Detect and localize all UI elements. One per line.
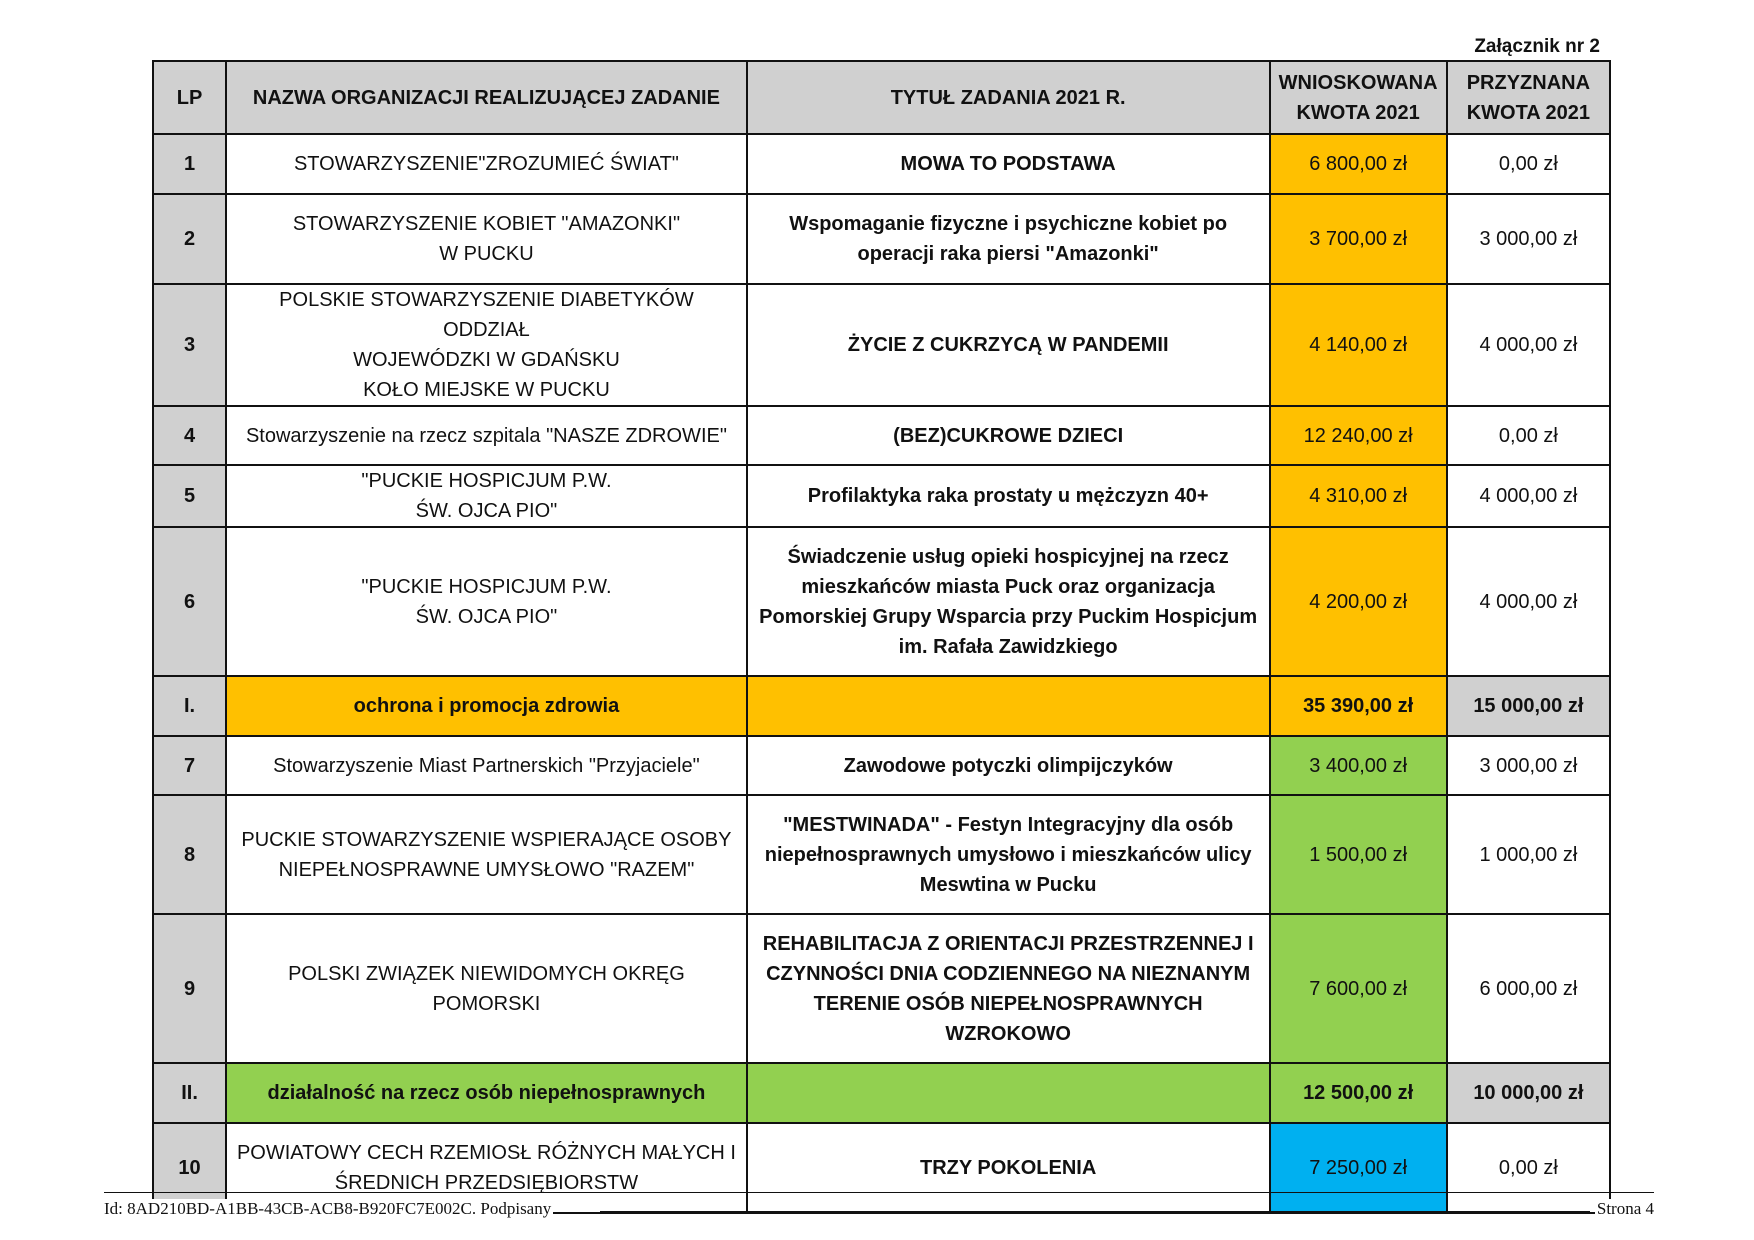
row-number: 4 [153, 406, 226, 465]
requested-amount: 7 600,00 zł [1270, 914, 1447, 1063]
requested-amount: 3 400,00 zł [1270, 736, 1447, 795]
organization-name: POWIATOWY CECH RZEMIOSŁ RÓŻNYCH MAŁYCH I ŚREDNICH PRZEDSIĘBIORSTW [226, 1123, 747, 1213]
header-lp: LP [153, 61, 226, 134]
task-title: Profilaktyka raka prostaty u mężczyzn 40+ [747, 465, 1270, 527]
page-number: Strona 4 [1596, 1199, 1654, 1218]
row-number: 6 [153, 527, 226, 676]
table-row [153, 914, 1610, 1063]
table-header-row [153, 61, 1610, 134]
granted-amount: 4 000,00 zł [1447, 527, 1610, 676]
summary-granted-total: 10 000,00 zł [1447, 1063, 1610, 1123]
summary-category: działalność na rzecz osób niepełnosprawnych [226, 1063, 747, 1123]
requested-amount: 3 700,00 zł [1270, 194, 1447, 284]
task-title: Zawodowe potyczki olimpijczyków [747, 736, 1270, 795]
header-granted-amount: PRZYZNANA KWOTA 2021 [1447, 61, 1610, 134]
table-row [153, 194, 1610, 284]
organization-name: PUCKIE STOWARZYSZENIE WSPIERAJĄCE OSOBY NIEPEŁNOSPRAWNE UMYSŁOWO "RAZEM" [226, 795, 747, 914]
row-number: 3 [153, 284, 226, 406]
task-title: REHABILITACJA Z ORIENTACJI PRZESTRZENNEJ I CZYNNOŚCI DNIA CODZIENNEGO NA NIEZNANYM TERENIE OSÓB NIEPEŁNOSPRAWNYCH WZROKOWO [747, 914, 1270, 1063]
organization-name: STOWARZYSZENIE"ZROZUMIEĆ ŚWIAT" [226, 134, 747, 194]
header-organization: NAZWA ORGANIZACJI REALIZUJĄCEJ ZADANIE [226, 61, 747, 134]
row-number: 9 [153, 914, 226, 1063]
summary-number: I. [153, 676, 226, 736]
signature-rule [600, 1211, 1590, 1213]
header-requested-amount: WNIOSKOWANA KWOTA 2021 [1270, 61, 1447, 134]
granted-amount: 3 000,00 zł [1447, 736, 1610, 795]
granted-amount: 1 000,00 zł [1447, 795, 1610, 914]
document-id: Id: 8AD210BD-A1BB-43CB-ACB8-B920FC7E002C. Podpisany [104, 1199, 552, 1218]
summary-row [153, 676, 1610, 736]
row-number: 7 [153, 736, 226, 795]
organization-name: POLSKIE STOWARZYSZENIE DIABETYKÓW ODDZIAŁ WOJEWÓDZKI W GDAŃSKU KOŁO MIEJSKE W PUCKU [226, 284, 747, 406]
task-title: "MESTWINADA" - Festyn Integracyjny dla osób niepełnosprawnych umysłowo i mieszkańców ulicy Meswtina w Pucku [747, 795, 1270, 914]
granted-amount: 4 000,00 zł [1447, 284, 1610, 406]
table-row [153, 736, 1610, 795]
granted-amount: 0,00 zł [1447, 1123, 1610, 1213]
table-row [153, 795, 1610, 914]
requested-amount: 4 200,00 zł [1270, 527, 1447, 676]
requested-amount: 7 250,00 zł [1270, 1123, 1447, 1213]
table-row [153, 284, 1610, 406]
organization-name: Stowarzyszenie na rzecz szpitala "NASZE ZDROWIE" [226, 406, 747, 465]
task-title: (BEZ)CUKROWE DZIECI [747, 406, 1270, 465]
attachment-label: Załącznik nr 2 [1474, 36, 1600, 57]
row-number: 10 [153, 1123, 226, 1213]
task-title: ŻYCIE Z CUKRZYCĄ W PANDEMII [747, 284, 1270, 406]
granted-amount: 3 000,00 zł [1447, 194, 1610, 284]
summary-requested-total: 12 500,00 zł [1270, 1063, 1447, 1123]
summary-requested-total: 35 390,00 zł [1270, 676, 1447, 736]
granted-amount: 6 000,00 zł [1447, 914, 1610, 1063]
summary-granted-total: 15 000,00 zł [1447, 676, 1610, 736]
table-row [153, 527, 1610, 676]
organization-name: "PUCKIE HOSPICJUM P.W. ŚW. OJCA PIO" [226, 527, 747, 676]
summary-number: II. [153, 1063, 226, 1123]
task-title: MOWA TO PODSTAWA [747, 134, 1270, 194]
granted-amount: 4 000,00 zł [1447, 465, 1610, 527]
summary-empty-cell [747, 676, 1270, 736]
requested-amount: 1 500,00 zł [1270, 795, 1447, 914]
requested-amount: 4 310,00 zł [1270, 465, 1447, 527]
organization-name: Stowarzyszenie Miast Partnerskich "Przyjaciele" [226, 736, 747, 795]
task-title: Wspomaganie fizyczne i psychiczne kobiet po operacji raka piersi "Amazonki" [747, 194, 1270, 284]
organization-name: "PUCKIE HOSPICJUM P.W. ŚW. OJCA PIO" [226, 465, 747, 527]
task-title: TRZY POKOLENIA [747, 1123, 1270, 1213]
row-number: 2 [153, 194, 226, 284]
row-number: 5 [153, 465, 226, 527]
requested-amount: 12 240,00 zł [1270, 406, 1447, 465]
granted-amount: 0,00 zł [1447, 134, 1610, 194]
task-title: Świadczenie usług opieki hospicyjnej na rzecz mieszkańców miasta Puck oraz organizacja Pomorskiej Grupy Wsparcia przy Puckim Hospicjum im. Rafała Zawidzkiego [747, 527, 1270, 676]
row-number: 1 [153, 134, 226, 194]
organization-name: POLSKI ZWIĄZEK NIEWIDOMYCH OKRĘG POMORSKI [226, 914, 747, 1063]
footer-divider [104, 1192, 1654, 1193]
requested-amount: 6 800,00 zł [1270, 134, 1447, 194]
grants-table [152, 60, 1611, 1214]
header-task-title: TYTUŁ ZADANIA 2021 R. [747, 61, 1270, 134]
requested-amount: 4 140,00 zł [1270, 284, 1447, 406]
table-row [153, 465, 1610, 527]
granted-amount: 0,00 zł [1447, 406, 1610, 465]
organization-name: STOWARZYSZENIE KOBIET "AMAZONKI" W PUCKU [226, 194, 747, 284]
summary-empty-cell [747, 1063, 1270, 1123]
summary-category: ochrona i promocja zdrowia [226, 676, 747, 736]
table-row [153, 134, 1610, 194]
table-row [153, 406, 1610, 465]
row-number: 8 [153, 795, 226, 914]
summary-row [153, 1063, 1610, 1123]
